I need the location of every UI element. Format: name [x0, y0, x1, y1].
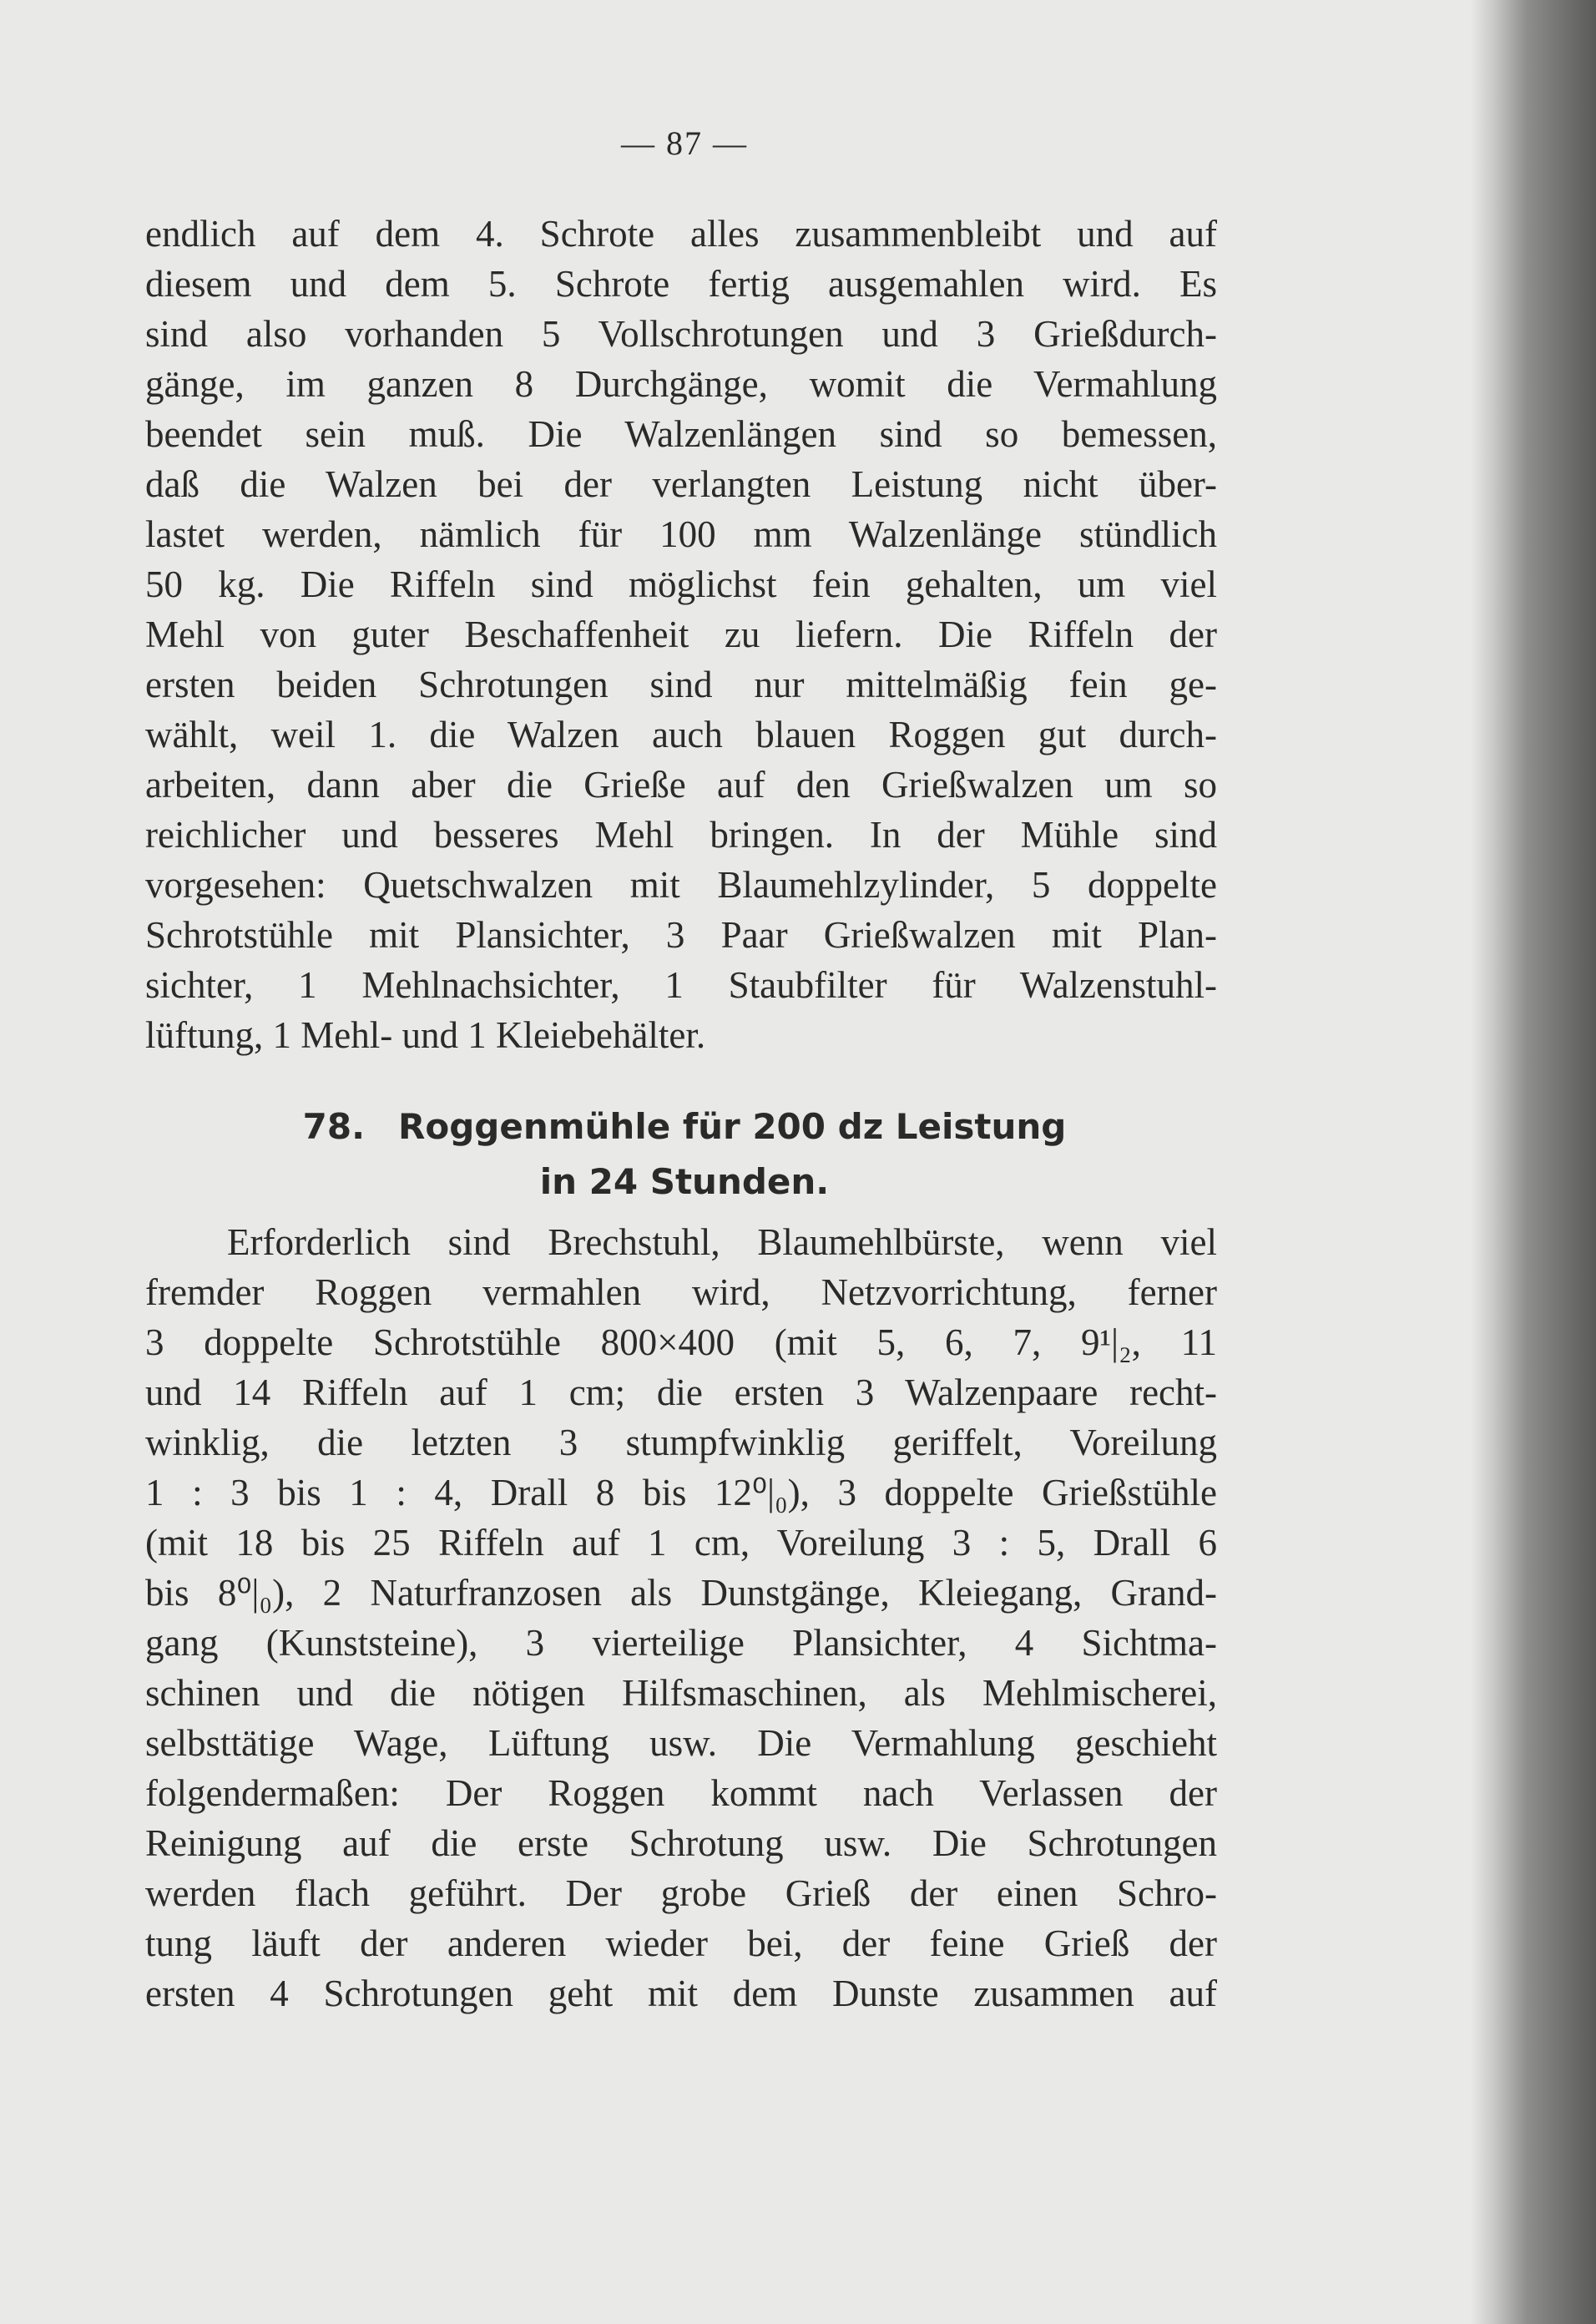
section-title-line-1: Roggenmühle für 200 dz Leistung [398, 1106, 1067, 1147]
text-line: Reinigung auf die erste Schrotung usw. Die Schrotungen [145, 1822, 1217, 1864]
paragraph-1 [145, 209, 1217, 1060]
text-line: schinen und die nötigen Hilfsmaschinen, als Mehlmischerei, [145, 1672, 1217, 1714]
text-line: gänge, im ganzen 8 Durchgänge, womit die Vermahlung [145, 363, 1217, 405]
text-line: wählt, weil 1. die Walzen auch blauen Roggen gut durch- [145, 714, 1217, 755]
page-number: — 87 — [621, 124, 748, 162]
text-line: bis 8⁰|₀), 2 Naturfranzosen als Dunstgänge, Kleiegang, Grand- [145, 1572, 1217, 1614]
text-line: lüftung, 1 Mehl- und 1 Kleiebehälter. [145, 1014, 706, 1056]
text-line: 3 doppelte Schrotstühle 800×400 (mit 5, 6, 7, 9¹|₂, 11 [145, 1321, 1217, 1363]
text-line: tung läuft der anderen wieder bei, der feine Grieß der [145, 1922, 1217, 1964]
text-line: gang (Kunststeine), 3 vierteilige Plansichter, 4 Sichtma- [145, 1622, 1217, 1664]
text-line: folgendermaßen: Der Roggen kommt nach Verlassen der [145, 1772, 1217, 1814]
text-line: Mehl von guter Beschaffenheit zu liefern. Die Riffeln der [145, 614, 1217, 655]
text-line: lastet werden, nämlich für 100 mm Walzenlänge stündlich [145, 513, 1217, 555]
text-line: werden flach geführt. Der grobe Grieß der einen Schro- [145, 1872, 1217, 1914]
text-line: vorgesehen: Quetschwalzen mit Blaumehlzylinder, 5 doppelte [145, 864, 1217, 906]
paragraph-2 [145, 1217, 1217, 2018]
text-line: reichlicher und besseres Mehl bringen. In der Mühle sind [145, 814, 1217, 856]
section-number: 78. [302, 1106, 366, 1147]
text-line: ersten beiden Schrotungen sind nur mittelmäßig fein ge- [145, 664, 1217, 705]
text-line: daß die Walzen bei der verlangten Leistung nicht über- [145, 463, 1217, 505]
text-line: Erforderlich sind Brechstuhl, Blaumehlbürste, wenn viel [227, 1221, 1217, 1263]
text-line: 1 : 3 bis 1 : 4, Drall 8 bis 12⁰|₀), 3 doppelte Grießstühle [145, 1472, 1217, 1513]
section-heading-line-2 [0, 1155, 1369, 1209]
text-line: Schrotstühle mit Plansichter, 3 Paar Grießwalzen mit Plan- [145, 914, 1217, 956]
text-line: ersten 4 Schrotungen geht mit dem Dunste zusammen auf [145, 1973, 1217, 2014]
text-line: sichter, 1 Mehlnachsichter, 1 Staubfilter für Walzenstuhl- [145, 964, 1217, 1006]
text-line: arbeiten, dann aber die Grieße auf den Grießwalzen um so [145, 764, 1217, 806]
text-line: endlich auf dem 4. Schrote alles zusammenbleibt und auf [145, 213, 1217, 255]
text-line: und 14 Riffeln auf 1 cm; die ersten 3 Walzenpaare recht- [145, 1372, 1217, 1413]
section-heading-line-1 [0, 1100, 1369, 1154]
text-line: diesem und dem 5. Schrote fertig ausgemahlen wird. Es [145, 263, 1217, 305]
section-title-line-2: in 24 Stunden. [539, 1161, 830, 1202]
text-line: sind also vorhanden 5 Vollschrotungen und 3 Grießdurch- [145, 313, 1217, 355]
book-binding-shadow [1471, 0, 1596, 2324]
text-line: winklig, die letzten 3 stumpfwinklig geriffelt, Voreilung [145, 1422, 1217, 1463]
text-line: 50 kg. Die Riffeln sind möglichst fein gehalten, um viel [145, 563, 1217, 605]
text-line: selbsttätige Wage, Lüftung usw. Die Vermahlung geschieht [145, 1722, 1217, 1764]
text-line: fremder Roggen vermahlen wird, Netzvorrichtung, ferner [145, 1271, 1217, 1313]
text-line: (mit 18 bis 25 Riffeln auf 1 cm, Voreilung 3 : 5, Drall 6 [145, 1522, 1217, 1564]
text-line: beendet sein muß. Die Walzenlängen sind so bemessen, [145, 413, 1217, 455]
